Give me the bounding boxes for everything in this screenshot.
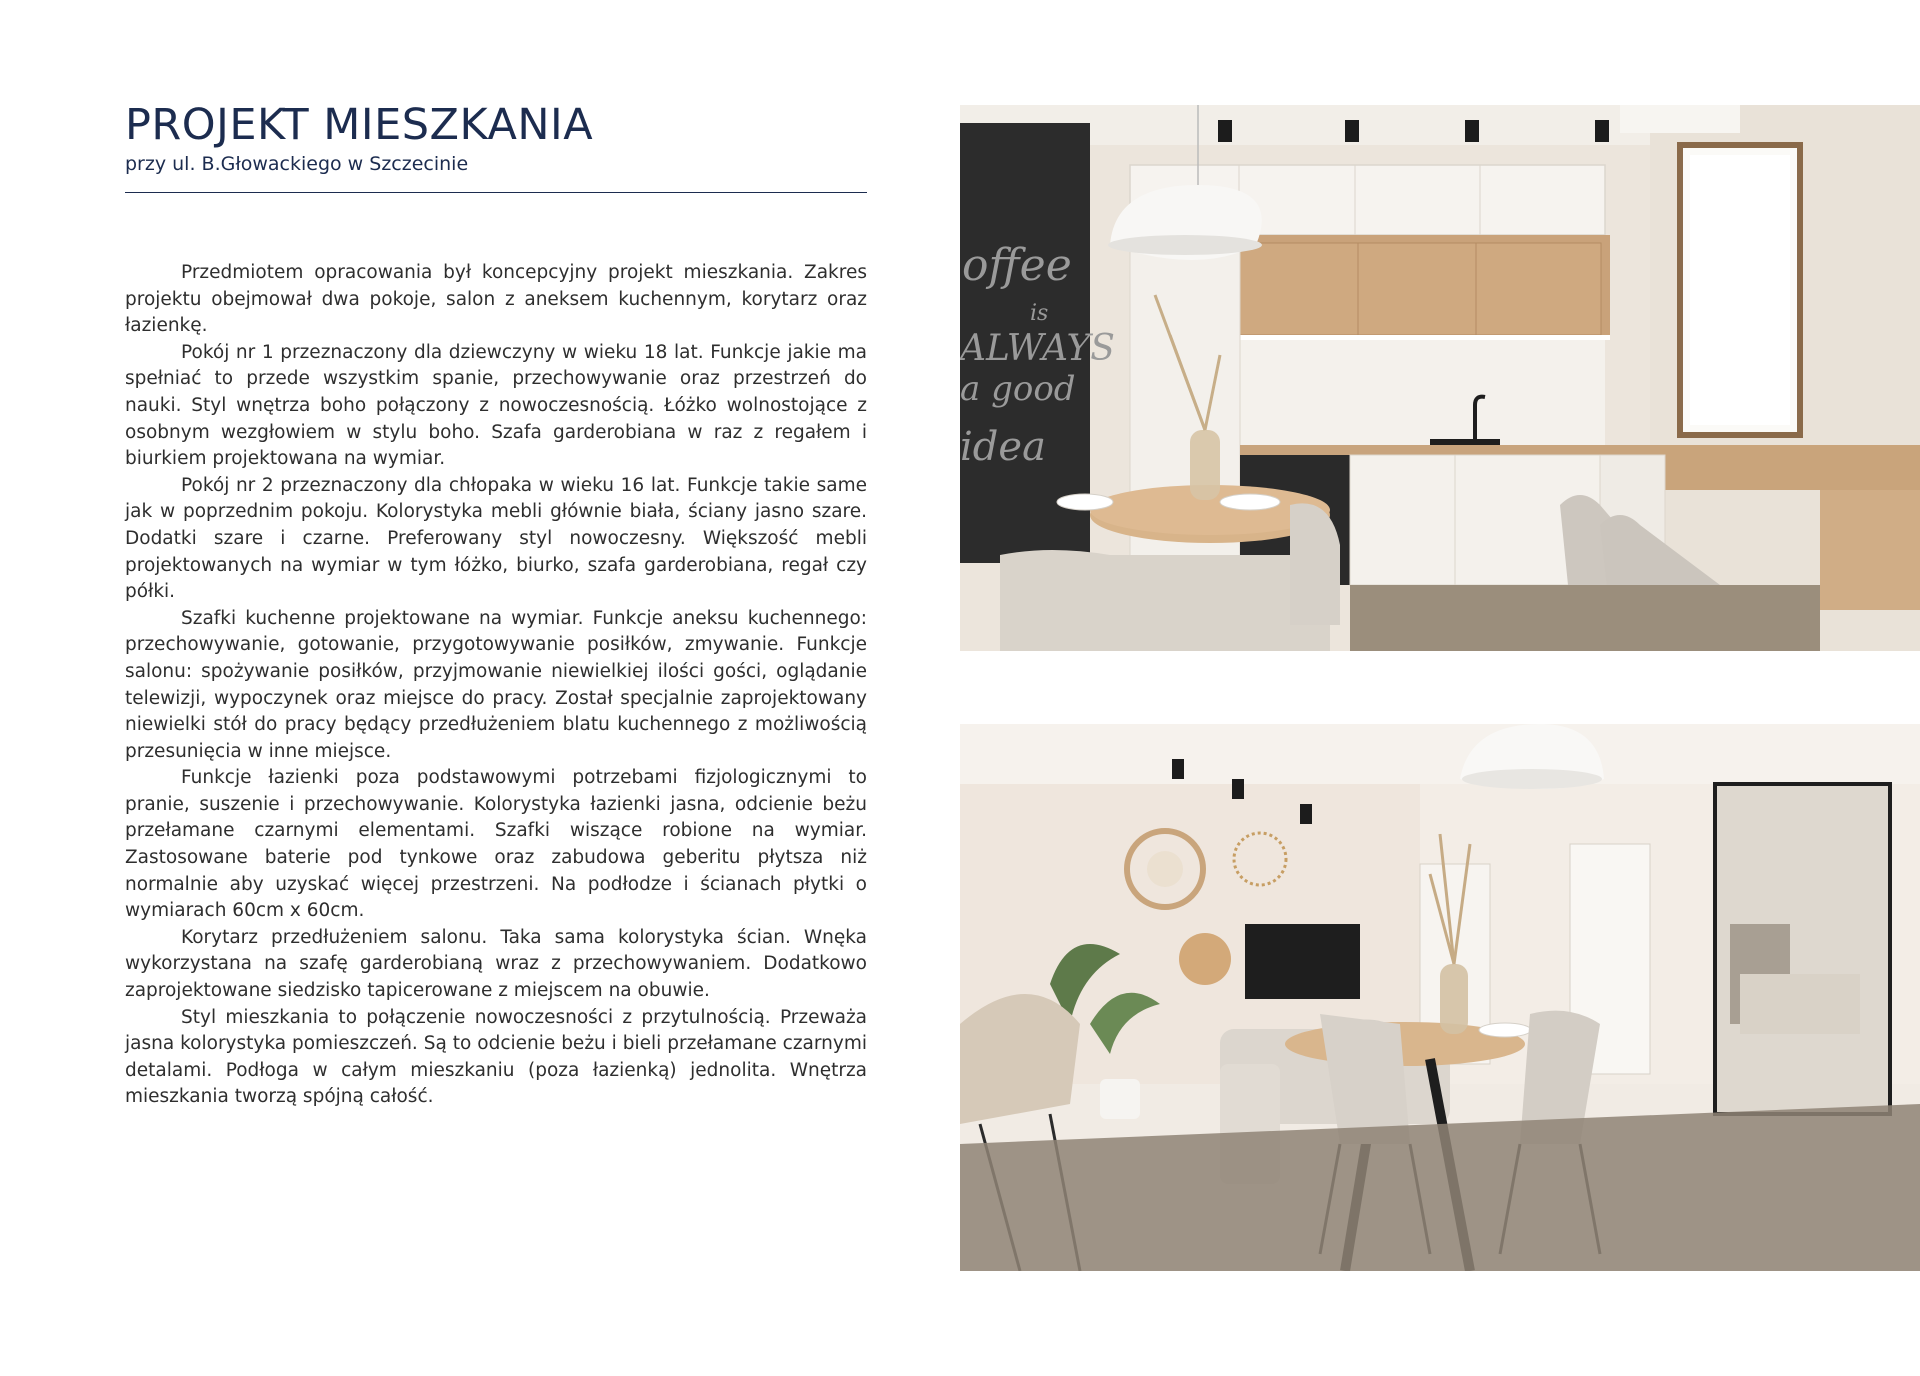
- paragraph-room-1: Pokój nr 1 przeznaczony dla dziewczyny w wieku 18 lat. Funkcje jakie ma spełniać to przede wszystkim spanie, przechowywanie oraz przestrzeń do nauki. Styl wnętrza boho połączony z nowoczesnością. Łóżko wolnostojące z osobnym wezgłowiem w stylu boho. Szafa garderobiana w raz z regałem i biurkiem projektowana na wymiar.: [125, 341, 867, 470]
- living-dining-render-image: [960, 724, 1920, 1271]
- kitchen-render-image: [960, 105, 1920, 651]
- paragraph-kitchen-living: Szafki kuchenne projektowane na wymiar. Funkcje aneksu kuchennego: przechowywanie, gotowanie, przygotowywanie posiłków, zmywanie. Funkcje salonu: spożywanie posiłków, przyjmowanie niewielkiej ilości gości, oglądanie telewizji, wypoczynek oraz miejsce do pracy. Został specjalnie zaprojektowany niewielki stół do pracy będący przedłużeniem blatu kuchennego z możliwością przesunięcia w inne miejsce.: [125, 607, 867, 762]
- chalkboard-line-1: offee: [962, 240, 1072, 291]
- chalkboard-line-2: is: [1030, 301, 1049, 326]
- chalkboard-line-4: a good: [960, 369, 1076, 409]
- page-subtitle: przy ul. B.Głowackiego w Szczecinie: [125, 153, 469, 175]
- paragraph-room-2: Pokój nr 2 przeznaczony dla chłopaka w wieku 16 lat. Funkcje takie same jak w poprzednim pokoju. Kolorystyka mebli głównie biała, ściany jasno szare. Dodatki szare i czarne. Preferowany styl nowoczesny. Większość mebli projektowanych na wymiar w tym łóżko, biurko, szafa garderobiana, regał czy półki.: [125, 474, 867, 603]
- paragraph-scope: Przedmiotem opracowania był koncepcyjny projekt mieszkania. Zakres projektu obejmował dwa pokoje, salon z aneksem kuchennym, korytarz oraz łazienkę.: [125, 262, 867, 337]
- chalkboard-line-5: idea: [960, 424, 1046, 470]
- description-text: [125, 260, 867, 1111]
- page-title: PROJEKT MIESZKANIA: [125, 100, 594, 150]
- title-divider: [125, 192, 867, 193]
- kitchen-illustration: [960, 105, 1920, 651]
- paragraph-style: Styl mieszkania to połączenie nowoczesności z przytulnością. Przeważa jasna kolorystyka pomieszczeń. Są to odcienie beżu i bieli przełamane czarnymi detalami. Podłoga w całym mieszkaniu (poza łazienką) jednolita. Wnętrza mieszkania tworzą spójną całość.: [125, 1006, 867, 1108]
- paragraph-bathroom: Funkcje łazienki poza podstawowymi potrzebami fizjologicznymi to pranie, suszenie i przechowywanie. Kolorystyka łazienki jasna, odcienie beżu przełamane czarnymi elementami. Szafki wiszące robione na wymiar. Zastosowane baterie pod tynkowe oraz zabudowa geberitu płytsza niż normalnie aby uzyskać więcej przestrzeni. Na podłodze i ścianach płytki o wymiarach 60cm x 60cm.: [125, 767, 867, 922]
- chalkboard-line-3: ALWAYS: [960, 328, 1115, 369]
- living-room-illustration: [960, 724, 1920, 1271]
- paragraph-hallway: Korytarz przedłużeniem salonu. Taka sama kolorystyka ścian. Wnęka wykorzystana na szafę garderobianą wraz z przechowywaniem. Dodatkowo zaprojektowane siedzisko tapicerowane z miejscem na obuwie.: [125, 926, 867, 1002]
